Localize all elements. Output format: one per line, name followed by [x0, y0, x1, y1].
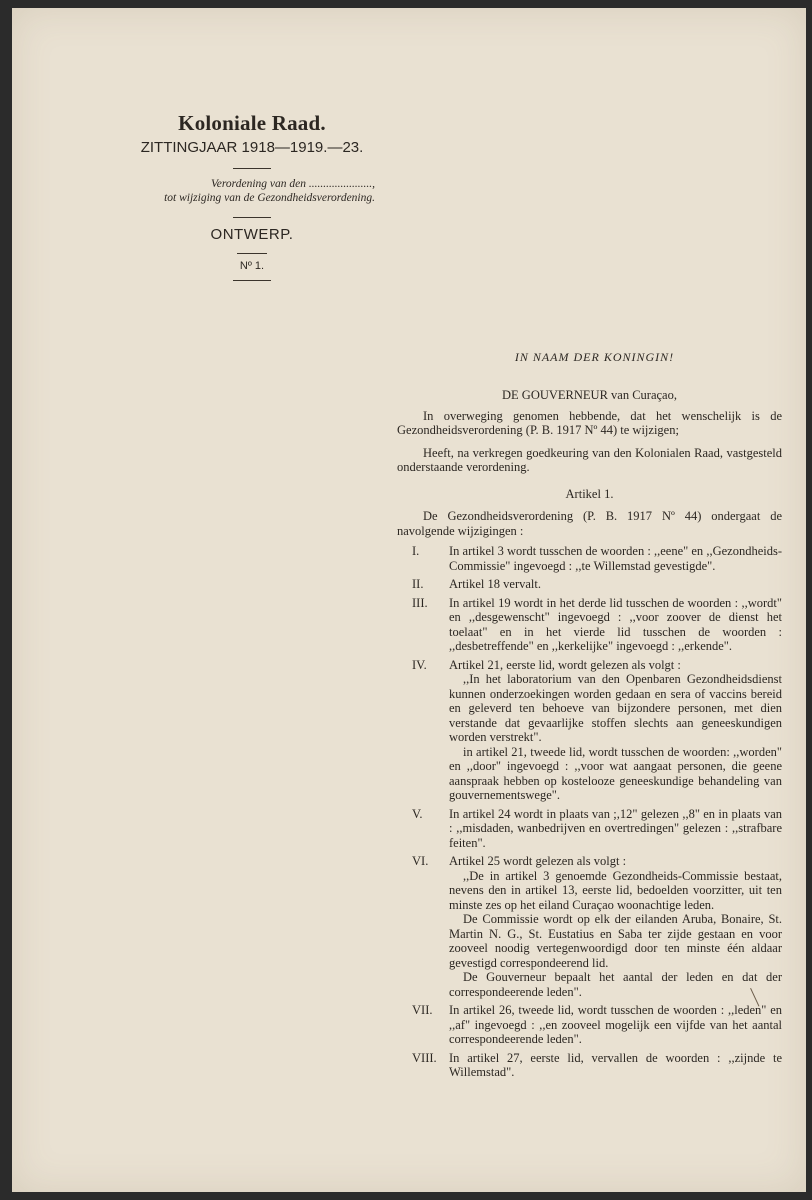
quoted-text: De Commissie wordt op elk der eilanden Aruba, Bonaire, St. Martin N. G., St. Eustatius en Saba ter zijde gestaan en voor zooveel noodig vertegenwoordigd door ten minste één aldaar gevestigd correspondeerend lid. — [449, 912, 782, 970]
quoted-text: ,,In het laboratorium van den Openbaren Gezondheidsdienst kunnen onderzoekingen worden gedaan en sera of vaccins bereid en geleverd ten behoeve van bijzondere personen, met dien verstande dat gevaarlijke stoffen slechts aan geneeskundigen worden verstrekt". — [449, 672, 782, 744]
amendment-item — [397, 854, 782, 999]
draft-label: ONTWERP. — [210, 226, 294, 243]
quoted-text: in artikel 21, tweede lid, wordt tusschen de woorden: ,,worden" en ,,door" ingevoegd : ,,voor wat aangaat personen, die geene aanspraak hebben op kostelooze geneeskundige behandeling van gouvernementswege". — [449, 744, 782, 802]
item-text: Artikel 25 wordt gelezen als volgt : — [449, 854, 627, 868]
item-body — [449, 658, 782, 803]
amendment-item — [397, 596, 782, 654]
council-title: Koloniale Raad. — [178, 111, 326, 135]
amendment-item — [397, 807, 782, 851]
article-intro: De Gezondheidsverordening (P. B. 1917 Nº 44) ondergaat de navolgende wijzigingen : — [397, 509, 782, 538]
governor-line: DE GOUVERNEUR van Curaçao, — [502, 388, 677, 402]
quoted-text: De Gouverneur bepaalt het aantal der leden en dat der correspondeerende leden". — [449, 970, 782, 999]
divider — [233, 280, 271, 281]
session-line: ZITTINGJAAR 1918—1919.—23. — [140, 139, 364, 156]
quoted-text: ,,De in artikel 3 genoemde Gezondheids-Commissie bestaat, nevens den in artikel 13, eerste lid, bedoelden voorzitter, uit ten minste zes op het eiland Curaçao woonachtige leden. — [449, 868, 782, 912]
considering-paragraph: In overweging genomen hebbende, dat het wenschelijk is de Gezondheidsverordening (P. B. 1917 Nº 44) te wijzigen; — [397, 408, 782, 437]
item-label: III. — [412, 595, 428, 610]
amendment-item — [397, 658, 782, 803]
article-heading: Artikel 1. — [565, 486, 614, 501]
item-text: In artikel 3 wordt tusschen de woorden : ,,eene" en ,,Gezondheids-Commissie" ingevoegd : ,,te Willemstad gevestigde". — [449, 544, 782, 573]
amendment-item — [397, 1003, 782, 1047]
item-label: II. — [412, 577, 424, 591]
item-body — [449, 854, 782, 999]
item-label: V. — [412, 806, 423, 821]
item-text: In artikel 27, eerste lid, vervallen de woorden : ,,zijnde te Willemstad". — [449, 1050, 782, 1079]
item-label: VIII. — [412, 1050, 437, 1065]
divider — [233, 217, 271, 218]
approval-paragraph: Heeft, na verkregen goedkeuring van den Kolonialen Raad, vastgesteld onderstaande verordening. — [397, 445, 782, 474]
amendment-item — [397, 577, 782, 592]
divider — [237, 253, 267, 254]
ordinance-line-1: Verordening van den ......................, — [211, 178, 375, 190]
item-label: I. — [412, 544, 420, 558]
invocation: IN NAAM DER KONINGIN! — [514, 350, 675, 364]
amendment-item — [397, 544, 782, 573]
item-text: Artikel 21, eerste lid, wordt gelezen als volgt : — [449, 657, 681, 672]
divider — [233, 168, 271, 169]
item-text: Artikel 18 vervalt. — [449, 577, 541, 591]
document-page — [12, 8, 806, 1192]
ordinance-line-2: tot wijziging van de Gezondheidsverordening. — [164, 192, 375, 204]
item-text: In artikel 26, tweede lid, wordt tusschen de woorden : ,,leden" en ,,af" ingevoegd : ,,en zooveel mogelijk een vijfde van het aantal correspondeerende leden". — [449, 1003, 782, 1046]
item-label: IV. — [412, 657, 427, 672]
document-number: Nº 1. — [239, 260, 265, 272]
item-label: VI. — [412, 854, 429, 868]
amendment-item — [397, 1051, 782, 1080]
item-text: In artikel 19 wordt in het derde lid tusschen de woorden : ,,wordt" en ,,desgewenscht" ingevoegd : ,,voor zoover de dienst het toelaat" en in het vierde lid tusschen de woorden : ,,desbetreffende" en ,,kerkelijke" ingevoegd : ,,erkende". — [449, 595, 782, 653]
body-text — [397, 388, 782, 1080]
item-label: VII. — [412, 1003, 433, 1017]
header-block — [117, 103, 387, 289]
item-text: In artikel 24 wordt in plaats van ;,12" gelezen ,,8" en in plaats van : ,,misdaden, wanbedrijven en overtredingen" gelezen : ,,strafbare feiten". — [449, 806, 782, 850]
